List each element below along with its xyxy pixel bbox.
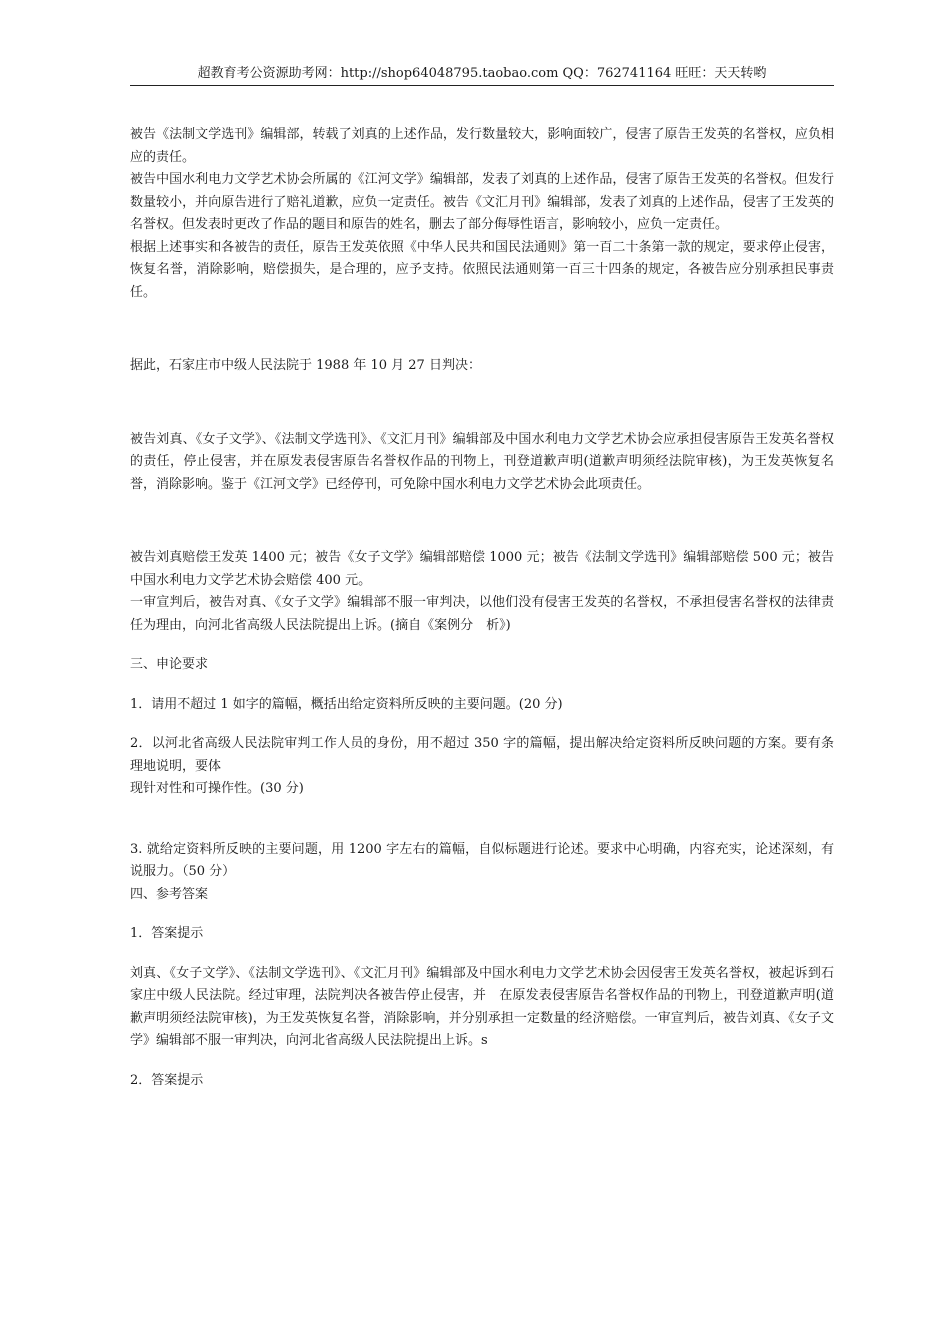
paragraph: 刘真、《女子文学》、《法制文学选刊》、《文汇月刊》编辑部及中国水利电力文学艺术协会因侵害王发英名誉权，被起诉到石家庄中级人民法院。经过审理，法院判决各被告停止侵害，并 在原发表侵害原告名誉权作品的刊物上，刊登道歉声明(道歉声明须经法院审核)，为王发英恢复名誉，消除影响，并分别承担一定数量的经济赔偿。一审宣判后，被告刘真、《女子文学》编辑部不服一审判决，向河北省高级人民法院提出上诉。s bbox=[130, 965, 834, 1048]
section-heading: 三、申论要求 bbox=[130, 657, 209, 672]
paragraph: 3. 就给定资料所反映的主要问题，用 1200 字左右的篇幅，自似标题进行论述。要求中心明确，内容充实，论述深刻，有说服力。（50 分） bbox=[130, 841, 834, 879]
paragraph: 一审宣判后，被告对真、《女子文学》编辑部不服一审判决，以他们没有侵害王发英的名誉权，不承担侵害名誉权的法律责任为理由，向河北省高级人民法院提出上诉。(摘自《案例分 析》) bbox=[130, 595, 834, 633]
section-heading: 四、参考答案 bbox=[130, 886, 209, 902]
paragraph: 据此，石家庄市中级人民法院于 1988 年 10 月 27 日判决： bbox=[130, 358, 481, 373]
paragraph: 1．请用不超过 1 如字的篇幅，概括出给定资料所反映的主要问题。(20 分) bbox=[130, 696, 563, 712]
page-header: 超教育考公资源助考网：http://shop64048795.taobao.com QQ：762741164 旺旺：天天转哟 bbox=[130, 64, 834, 86]
paragraph: 被告刘真赔偿王发英 1400 元；被告《女子文学》编辑部赔偿 1000 元；被告《法制文学选刊》编辑部赔偿 500 元；被告中国水利电力文学艺术协会赔偿 400 元。 bbox=[130, 550, 834, 588]
paragraph: 2．以河北省高级人民法院审判工作人员的身份，用不超过 350 字的篇幅，提出解决给定资料所反映问题的方案。要有条理地说明，要体 bbox=[130, 736, 834, 774]
paragraph: 现针对性和可操作性。(30 分) bbox=[130, 781, 304, 796]
paragraph: 根据上述事实和各被告的责任，原告王发英依照《中华人民共和国民法通则》第一百二十条第一款的规定，要求停止侵害，恢复名誉，消除影响，赔偿损失，是合理的，应予支持。依照民法通则第一百三十四条的规定，各被告应分别承担民事责任。 bbox=[130, 239, 834, 300]
subheading: 1．答案提示 bbox=[130, 926, 204, 941]
document-page bbox=[130, 64, 834, 1092]
paragraph: 被告刘真、《女子文学》、《法制文学选刊》、《文汇月刊》编辑部及中国水利电力文学艺术协会应承担侵害原告王发英名誉权的责任，停止侵害，并在原发表侵害原告名誉权作品的刊物上，刊登道歉声明(道歉声明须经法院审核)，为王发英恢复名誉，消除影响。鉴于《江河文学》已经停刊，可免除中国水利电力文学艺术协会此项责任。 bbox=[130, 431, 834, 492]
paragraph: 被告中国水利电力文学艺术协会所属的《江河文学》编辑部，发表了刘真的上述作品，侵害了原告王发英的名誉权。但发行数量较小，并向原告进行了赔礼道歉，应负一定责任。被告《文汇月刊》编辑部，发表了刘真的上述作品，侵害了王发英的名誉权。但发表时更改了作品的题目和原告的姓名，删去了部分侮辱性语言，影响较小，应负一定责任。 bbox=[130, 172, 834, 232]
document-body bbox=[130, 124, 834, 1092]
paragraph: 被告《法制文学选刊》编辑部，转载了刘真的上述作品，发行数量较大，影响面较广，侵害了原告王发英的名誉权，应负相应的责任。 bbox=[130, 127, 834, 165]
subheading: 2．答案提示 bbox=[130, 1072, 204, 1088]
